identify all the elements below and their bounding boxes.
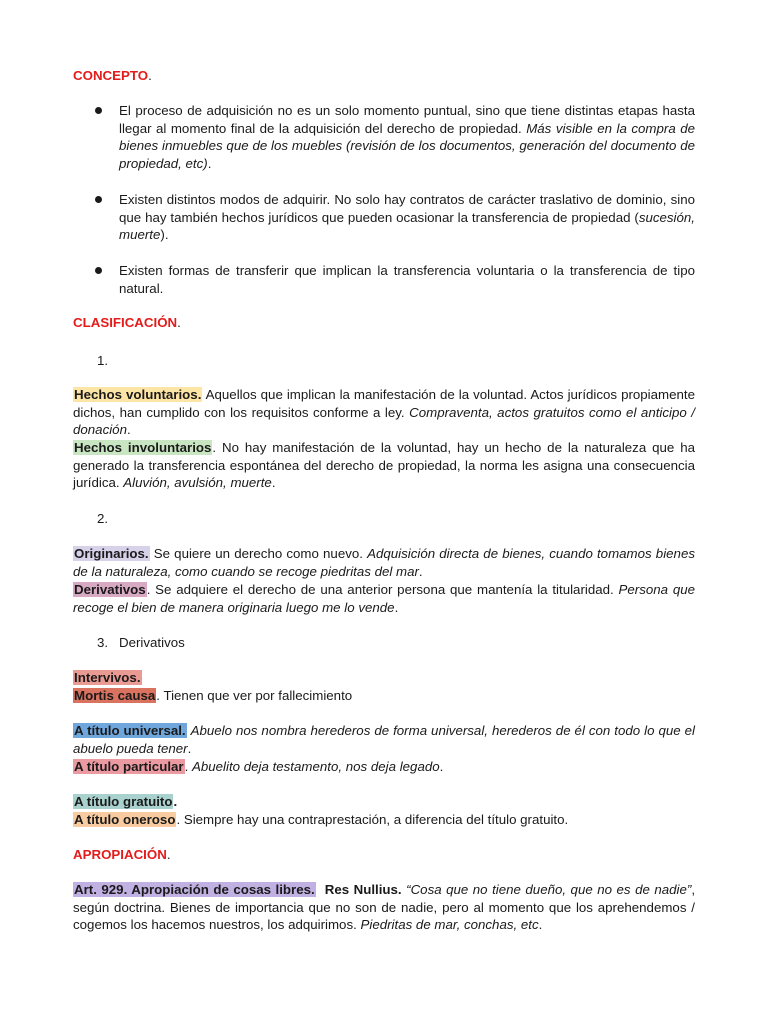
bullet-icon: [95, 107, 102, 114]
definition-paragraph: Derivativos. Se adquiere el derecho de una anterior persona que mantenía la titularidad. Persona que recoge el bien de manera originaria luego me lo vende.: [73, 582, 695, 615]
highlighted-term: Originarios.: [74, 546, 149, 561]
section-heading-concepto: CONCEPTO.: [73, 68, 152, 83]
highlighted-term: Art. 929. Apropiación de cosas libres.: [74, 882, 315, 897]
highlighted-term: A título oneroso: [74, 812, 176, 827]
definition-paragraph: Art. 929. Apropiación de cosas libres. Res Nullius. “Cosa que no tiene dueño, que no es de nadie”, según doctrina. Bienes de importancia que no son de nadie, pero al momento que los aprehendemos / cogemos los hacemos nuestros, los adquirimos. Piedritas de mar, conchas, etc.: [73, 882, 696, 933]
heading-text: APROPIACIÓN: [73, 847, 167, 862]
definition-paragraph: [73, 669, 695, 687]
item-number: 2.: [97, 511, 109, 526]
bullet-item: [73, 102, 695, 174]
highlighted-term: Hechos voluntarios.: [74, 387, 202, 402]
highlighted-term: Mortis causa: [74, 688, 156, 703]
definition-paragraph: A título particular. Abuelito deja testamento, nos deja legado.: [74, 759, 444, 774]
bullet-paragraph: Existen formas de transferir que implican la transferencia voluntaria o la transferencia de tipo natural.: [119, 263, 695, 296]
section-heading-clasificacion: CLASIFICACIÓN.: [73, 315, 181, 330]
bullet-icon: [95, 267, 102, 274]
bullet-item: [73, 191, 695, 245]
bullet-item: [73, 262, 695, 298]
bullet-paragraph: Existen distintos modos de adquirir. No solo hay contratos de carácter traslativo de dominio, sino que hay también hechos jurídicos que pueden ocasionar la transferencia de propiedad (sucesión, muerte).: [119, 192, 695, 243]
highlighted-term: Derivativos: [74, 582, 146, 597]
highlighted-term: A título particular: [74, 759, 184, 774]
item-number: 1.: [97, 353, 109, 368]
heading-text: CONCEPTO: [73, 68, 149, 83]
definition-paragraph: A título gratuito.: [74, 794, 178, 809]
item-label: Derivativos: [119, 635, 185, 650]
definition-paragraph: Originarios. Se quiere un derecho como nuevo. Adquisición directa de bienes, cuando tomamos bienes de la naturaleza, como cuando se recoge piedritas del mar.: [73, 546, 695, 579]
highlighted-term: A título universal.: [74, 723, 186, 738]
highlighted-term: Hechos involuntarios: [74, 440, 212, 455]
section-heading-apropiacion: APROPIACIÓN.: [73, 847, 171, 862]
definition-paragraph: Hechos voluntarios. Aquellos que implican la manifestación de la voluntad. Actos jurídicos propiamente dichos, han cumplido con los requisitos conforme a ley. Compraventa, actos gratuitos como el anticipo / donación.: [73, 387, 695, 438]
definition-paragraph: A título oneroso. Siempre hay una contraprestación, a diferencia del título gratuito.: [74, 812, 569, 827]
item-number: 3.: [97, 635, 109, 650]
definition-paragraph: Hechos involuntarios. No hay manifestación de la voluntad, hay un hecho de la naturaleza que ha generado la transferencia espontánea del derecho de propiedad, la norma les asigna una consecuencia jurídica. Aluvión, avulsión, muerte.: [73, 440, 695, 491]
highlighted-term: A título gratuito: [74, 794, 173, 809]
definition-paragraph: Mortis causa. Tienen que ver por fallecimiento: [74, 688, 353, 703]
bullet-paragraph: El proceso de adquisición no es un solo momento puntual, sino que tiene distintas etapas hasta llegar al momento final de la adquisición del derecho de propiedad. Más visible en la compra de bienes inmuebles que de los muebles (revisión de los documentos, generación del documento de propiedad, etc).: [119, 103, 695, 171]
bullet-icon: [95, 196, 102, 203]
heading-text: CLASIFICACIÓN: [73, 315, 178, 330]
definition-paragraph: A título universal. Abuelo nos nombra herederos de forma universal, herederos de él con todo lo que el abuelo pueda tener.: [73, 723, 695, 756]
highlighted-term: Intervivos.: [74, 670, 141, 685]
